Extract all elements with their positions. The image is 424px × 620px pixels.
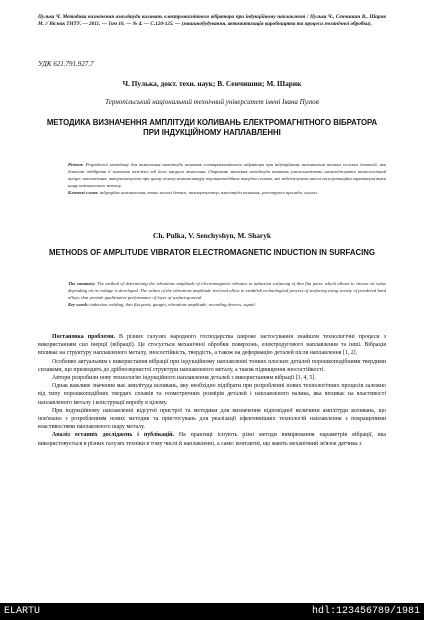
paragraph: Однак важливе значення має амплітуда коливань, яку необхідно підібрати при розробленні нових технологічних процесів залежно від типу порошкоподібних твердих сплавів та геометричних розмірів деталей і наплавленого валика, яка впливає на властивості наплавленого металу і конструкції виробу в цілому.	[38, 383, 386, 406]
paragraph: Автори розробили нову технологію індукційного наплавлення деталей з використанням вібрації [3, 4, 5].	[52, 375, 316, 382]
paragraph: Особливо актуальним є використання вібрації при індукційному наплавленні тонких плоских деталей порошкоподібними твердими сплавами, що призводить до дрібнозернистої структури наплавленого металу, а також підвищення зносостійкості.	[38, 358, 386, 373]
paragraph: При індукційному наплавленні відсутні пристрої та методики для визначення відповідної величини амплітуди коливань, що пов'язано з розробленням нових методик та пристосувань для реалізації ефективніших технологій наплавлення з покращеними властивостями наплавленого шару металу.	[38, 407, 386, 431]
abstract-ua-text: Розроблено методику для визначення амплітуди коливань електромагнітного вібратора при індукційному наплавленні тонких плоских деталей, яка дозволяє підібрати її значення залежно від його напруги живлення. Отримані значення амплітуди коливань уможливлюють налагоджувати технологічний процес наплавлення, використовуючи при цьому велику номенклатуру порошкоподібних твердих сплавів, які забезпечують якісні експлуатаційні характеристики шару наплавленого металу.	[68, 162, 386, 188]
title-ukrainian: МЕТОДИКА ВИЗНАЧЕННЯ АМПЛІТУДИ КОЛИВАНЬ ЕЛЕКТРОМАГНІТНОГО ВІБРАТОРА ПРИ ІНДУКЦІЙНОМУ НАПЛАВЛЕННІ	[46, 118, 378, 137]
handle-identifier: hdl:123456789/1981	[311, 606, 420, 617]
keywords-en-text: induction welding, thin flat parts, gauges, vibrations amplitude, recording devices, signal.	[90, 301, 256, 307]
abstract-ukrainian	[38, 162, 386, 197]
keywords-ua-label: Ключові слова:	[68, 189, 99, 195]
paragraph	[38, 431, 386, 447]
authors-english: Ch. Pulka, V. Senchyshyn, M. Sharyk	[152, 231, 271, 240]
section-heading-problem: Постановка проблеми.	[52, 334, 115, 340]
udk-code: УДК 621.791.927.7	[38, 60, 94, 68]
paragraph-text: В різних галузях народного господарства широке застосування знайшли технологічні процеси з використанням сил інерції (вібрації). Це стосується механічної обробки поверхонь, електродугового наплавлення та інші. Вібрація впливає на структуру наплавленого металу, зносостійкість, твердість, а також на деформацію деталей після наплавлення [1, 2].	[38, 334, 386, 357]
abstract-english	[38, 281, 386, 309]
citation-header: Пулька Ч. Методика визначення амплітуди коливань електромагнітного вібратора при індукційному наплавленні / Пулька Ч., Сенчишин В., Шарик М. // Вісник ТНТУ. — 2011. — Том 16. — № 4. — С.120-125. — (машинобудування, автоматизація виробництва та процеси механічної обробки).	[38, 14, 386, 28]
abstract-en-label: The summary.	[68, 281, 96, 286]
paragraph-text: На практиці існують різні методи вимірювання параметрів вібрації, яка використовується в різних галузях техніки в тому числі й наплавленні, а саме: контактні, що мають механічний зв'язок датчика з	[38, 432, 386, 447]
abstract-ua-label: Резюме.	[68, 162, 84, 167]
title-english: METHODS OF AMPLITUDE VIBRATOR ELECTROMAGNETIC INDUCTION IN SURFACING	[48, 248, 376, 257]
repository-name: ELARTU	[4, 606, 41, 617]
keywords-ua-text: індукційне наплавлення, тонкі плоскі деталі, тензорезистор, амплітуда коливань, реєструючі прилади, сигнал.	[99, 189, 318, 195]
body-text	[38, 333, 386, 448]
keywords-en-label: Key words:	[68, 301, 90, 307]
authors-ukrainian: Ч. Пулька, докт. техн. наук; В. Сенчишин; М. Шарик	[122, 79, 302, 88]
paragraph	[38, 333, 386, 358]
section-heading-analysis: Аналіз останніх досліджень і публікацій.	[52, 432, 174, 439]
viewer-footer-bar	[0, 603, 424, 620]
affiliation: Тернопільський національний технічний університет імені Івана Пулюя	[105, 98, 319, 106]
abstract-en-text: The method of determining the vibrations amplitude of electromagnetic vibrator at induction surfacing of thin flat parts, which allows to choose its value depending on its voltage is developed. The values of the vibrations amplitude received allow to establish technological process of surfacing using variety of powdered hard alloys, that provide qualititative performance of layer of surfacing metal	[68, 281, 386, 300]
